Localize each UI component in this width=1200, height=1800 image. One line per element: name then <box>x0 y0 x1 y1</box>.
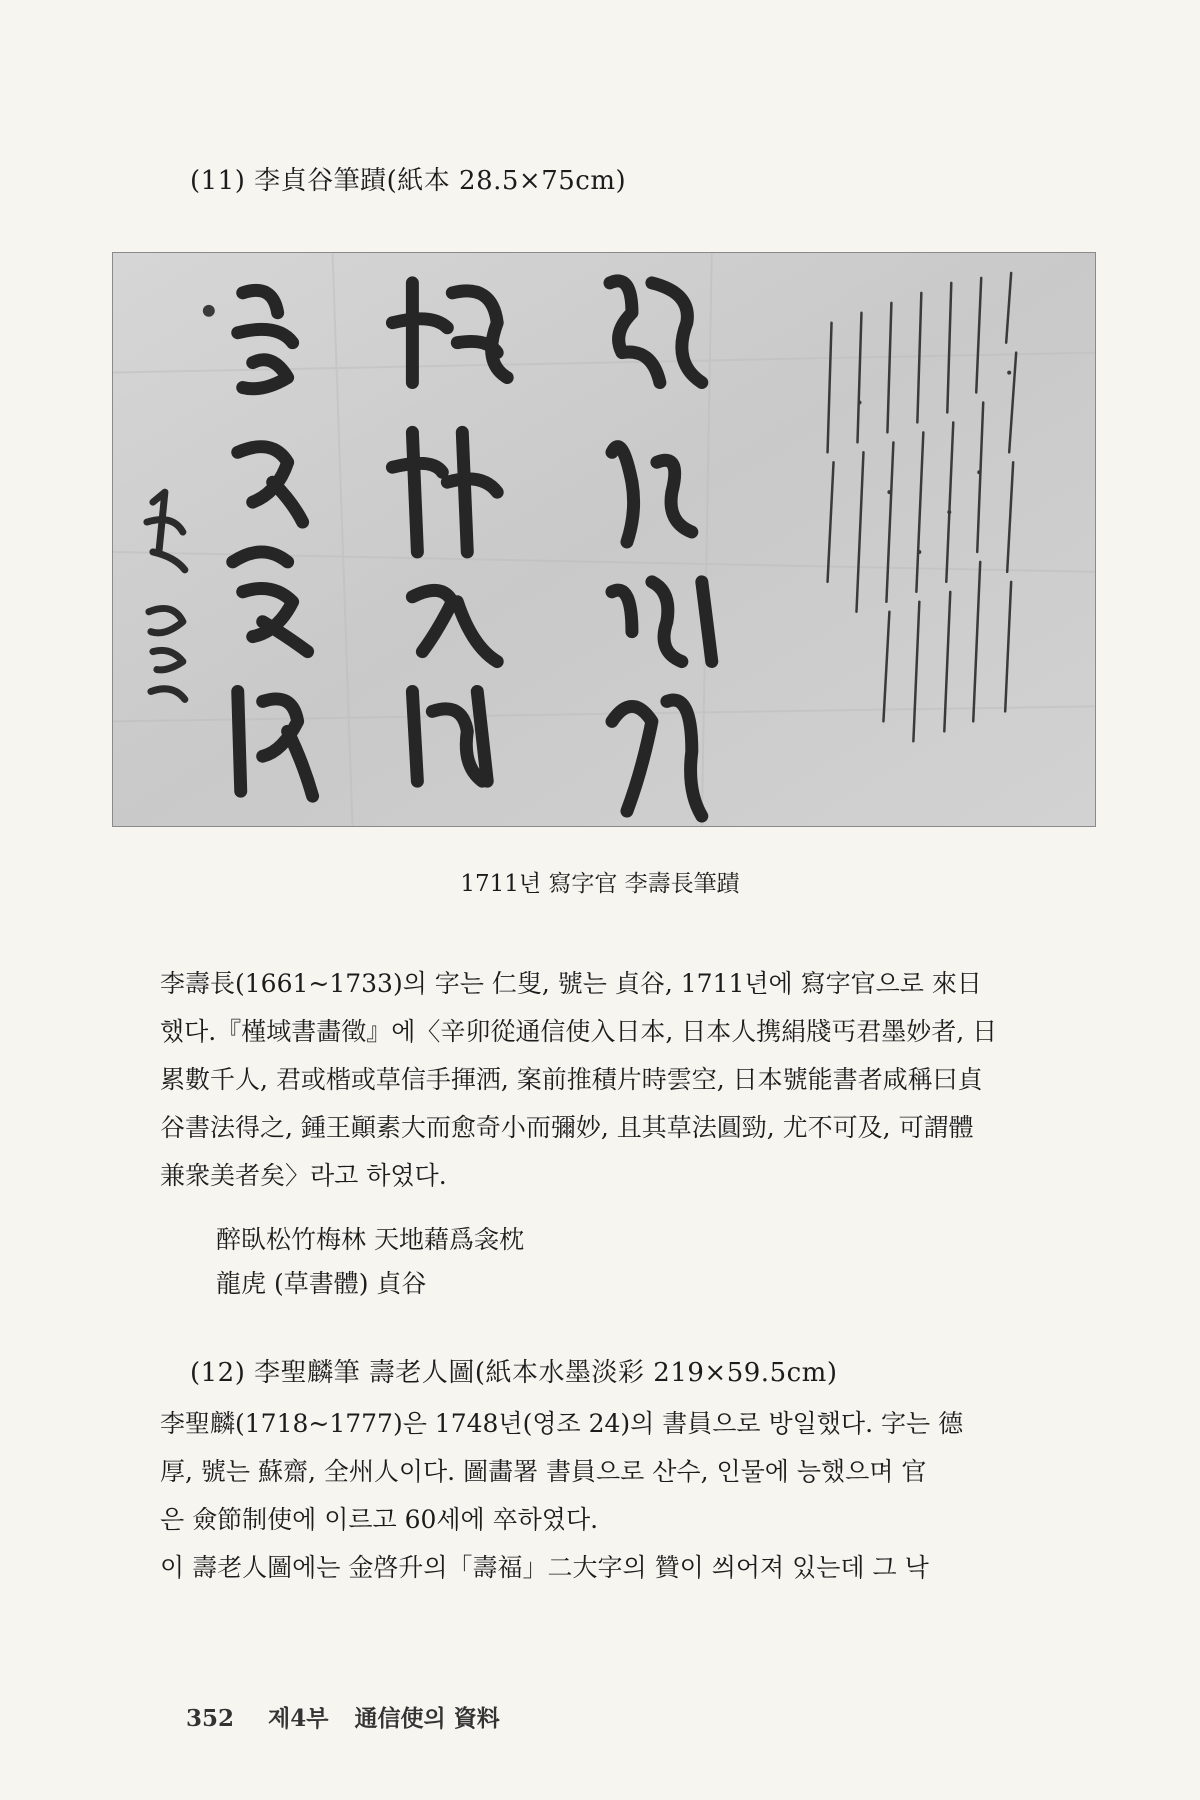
paragraph-line: 兼衆美者矣〉라고 하였다. <box>160 1161 447 1190</box>
paragraph-li-sujang <box>160 960 1064 1200</box>
page-number: 352 <box>186 1705 235 1732</box>
running-title: 通信使의 資料 <box>354 1705 500 1732</box>
section-heading-12: (12) 李聖麟筆 壽老人圖(紙本水墨淡彩 219×59.5cm) <box>190 1358 838 1388</box>
poem-line-1: 醉臥松竹梅林 天地藉爲衾枕 <box>216 1225 524 1254</box>
paragraph-line: 累數千人, 君或楷或草信手揮洒, 案前推積片時雲空, 日本號能書者咸稱曰貞 <box>160 1065 983 1094</box>
paragraph-line: 厚, 號는 蘇齋, 全州人이다. 圖畵署 書員으로 산수, 인물에 능했으며 官 <box>160 1457 927 1486</box>
paragraph-line: 했다.『槿域書畵徵』에〈辛卯從通信使入日本, 日本人携絹牋丐君墨妙者, 日 <box>160 1017 998 1046</box>
calligraphy-photograph <box>112 252 1096 827</box>
section-heading-11: (11) 李貞谷筆蹟(紙本 28.5×75cm) <box>190 166 627 196</box>
paragraph-line: 谷書法得之, 鍾王顚素大而愈奇小而彌妙, 且其草法圓勁, 尤不可及, 可謂體 <box>160 1113 974 1142</box>
paragraph-li-seongrin <box>160 1400 1064 1592</box>
paragraph-line: 李聖麟(1718~1777)은 1748년(영조 24)의 書員으로 방일했다. 字는 德 <box>160 1409 964 1438</box>
poem-transcription <box>216 1218 524 1306</box>
part-label: 제4부 <box>268 1705 329 1732</box>
paragraph-line: 李壽長(1661~1733)의 字는 仁叟, 號는 貞谷, 1711년에 寫字官으로 來日 <box>160 969 982 998</box>
paragraph-line: 은 僉節制使에 이르고 60세에 卒하였다. <box>160 1505 599 1534</box>
paragraph-line: 이 壽老人圖에는 金啓升의「壽福」二大字의 贊이 씌어져 있는데 그 낙 <box>160 1553 929 1582</box>
page-footer <box>186 1700 500 1733</box>
poem-line-2: 龍虎 (草書體) 貞谷 <box>216 1269 427 1298</box>
figure-caption: 1711년 寫字官 李壽長筆蹟 <box>460 871 740 897</box>
